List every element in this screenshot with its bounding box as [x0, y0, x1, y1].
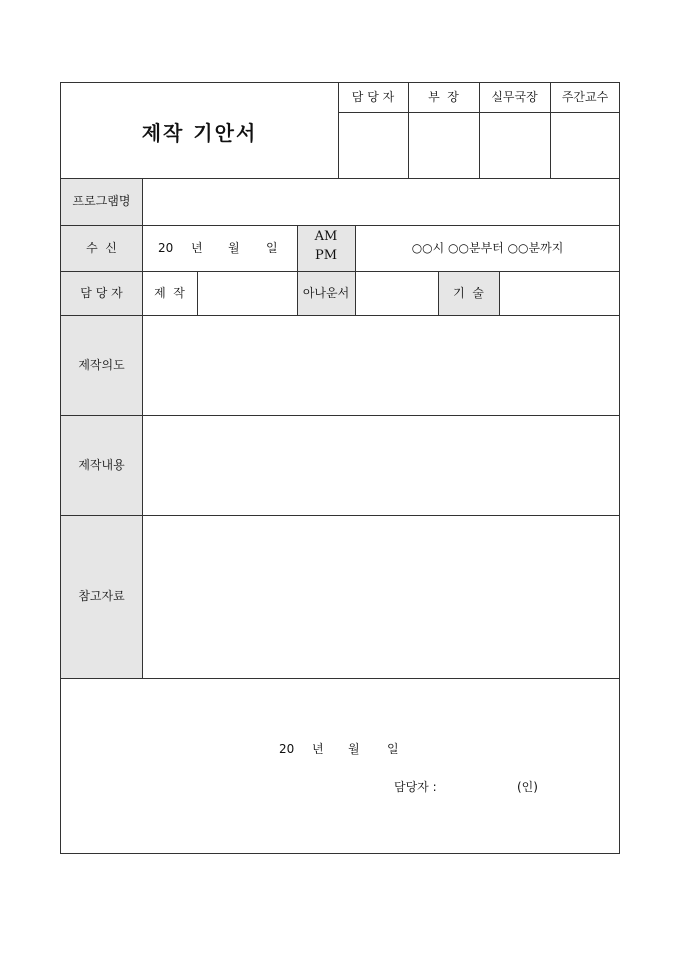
- intent-area[interactable]: [143, 316, 620, 415]
- reference-label: 참고자료: [78, 589, 125, 603]
- footer-year-prefix[interactable]: 20: [279, 742, 295, 756]
- approval-sign-professor[interactable]: [551, 113, 620, 178]
- am-label[interactable]: AM: [314, 229, 338, 244]
- approval-header-professor: 주간교수: [561, 90, 609, 104]
- row-line-2: [61, 225, 620, 226]
- document-title: 제작 기안서: [141, 121, 258, 145]
- announcer-input[interactable]: [356, 272, 438, 315]
- intent-label: 제작의도: [78, 358, 125, 372]
- row-line-7: [61, 678, 620, 679]
- approval-header-staff: 담 당 자: [351, 90, 395, 104]
- receive-year-unit: 년: [191, 241, 203, 255]
- time-range[interactable]: ○○시 ○○분부터 ○○분까지: [411, 241, 564, 255]
- proposal-form: [60, 82, 620, 854]
- reference-area[interactable]: [143, 516, 620, 678]
- content-label: 제작내용: [78, 458, 125, 472]
- technical-input[interactable]: [500, 272, 620, 315]
- production-label: 제 작: [154, 286, 185, 300]
- approval-header-manager: 부 장: [428, 90, 459, 104]
- receive-day-unit: 일: [266, 241, 278, 255]
- signer-label: 담당자 :: [394, 780, 437, 794]
- approval-header-director: 실무국장: [491, 90, 538, 104]
- pm-label[interactable]: PM: [314, 248, 338, 263]
- footer-month-unit: 월: [348, 742, 360, 756]
- receive-year-prefix[interactable]: 20: [158, 241, 174, 255]
- program-label: 프로그램명: [72, 194, 131, 208]
- seal-mark: (인): [517, 780, 538, 794]
- program-value[interactable]: [151, 194, 611, 210]
- receive-label: 수 신: [86, 241, 117, 255]
- receive-month-unit: 월: [228, 241, 240, 255]
- approval-sign-manager[interactable]: [409, 113, 479, 178]
- footer-day-unit: 일: [387, 742, 399, 756]
- row-line-1: [61, 178, 620, 179]
- footer-year-unit: 년: [312, 742, 324, 756]
- approval-sign-staff[interactable]: [339, 113, 408, 178]
- staff-label: 담 당 자: [80, 286, 123, 300]
- technical-label: 기 술: [453, 286, 484, 300]
- production-input[interactable]: [198, 272, 297, 315]
- content-area[interactable]: [143, 416, 620, 515]
- announcer-label: 아나운서: [302, 286, 350, 300]
- approval-sign-director[interactable]: [480, 113, 550, 178]
- signer-name-input[interactable]: [451, 776, 511, 796]
